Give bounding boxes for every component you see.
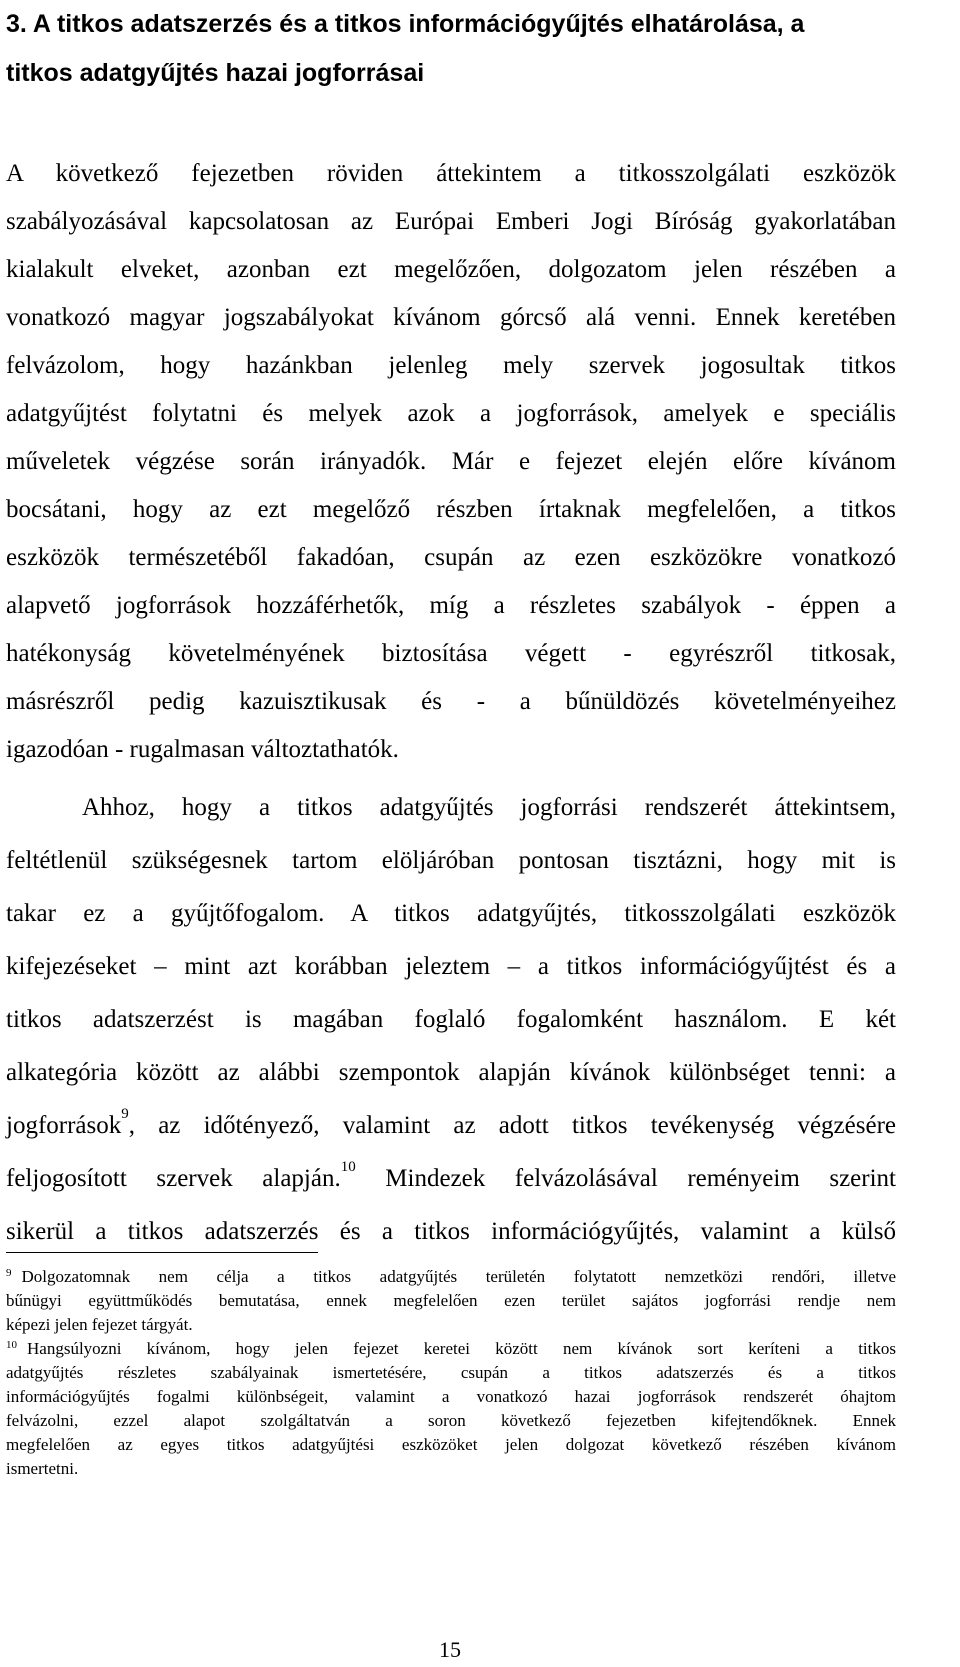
footnote-10-line: információgyűjtés fogalmi különbségeit, valamint a vonatkozó hazai jogforrások rendszerét óhajtom (6, 1387, 896, 1406)
footnote-number-10: 10 (6, 1339, 17, 1351)
footnote-separator (6, 1252, 318, 1253)
text-segment: Mindezek felvázolásával reményeim szerint (355, 1165, 896, 1192)
text-line: vonatkozó magyar jogszabályokat kívánom górcső alá venni. Ennek keretében (6, 304, 896, 331)
text-line-with-footnote-ref (6, 1152, 896, 1205)
footnote-number-9: 9 (6, 1267, 12, 1279)
footnote-text: Dolgozatomnak nem célja a titkos adatgyűjtés területén folytatott nemzetközi rendőri, illetve (21, 1267, 896, 1286)
paragraph-1 (6, 150, 896, 774)
footnotes (6, 1265, 896, 1481)
text-line: adatgyűjtést folytatni és melyek azok a jogforrások, amelyek e speciális (6, 400, 896, 427)
text-line: alkategória között az alábbi szempontok alapján kívánok különbséget tenni: a (6, 1059, 896, 1086)
footnote-9-line: képezi jelen fejezet tárgyát. (6, 1315, 193, 1334)
text-line: A következő fejezetben röviden áttekintem a titkosszolgálati eszközök (6, 160, 896, 187)
text-line: feltétlenül szükségesnek tartom elöljáróban pontosan tisztázni, hogy mit is (6, 847, 896, 874)
text-line: másrészről pedig kazuisztikusak és - a bűnüldözés követelményeihez (6, 688, 896, 715)
footnote-9-line (6, 1265, 896, 1289)
paragraph-2 (6, 781, 896, 1258)
text-line: eszközök természetéből fakadóan, csupán az ezen eszközökre vonatkozó (6, 544, 896, 571)
footnote-9-line: bűnügyi együttműködés bemutatása, ennek megfelelően ezen terület sajátos jogforrási rendje nem (6, 1291, 896, 1310)
text-line: takar ez a gyűjtőfogalom. A titkos adatgyűjtés, titkosszolgálati eszközök (6, 900, 896, 927)
text-segment: feljogosított szervek alapján. (6, 1165, 341, 1192)
footnote-10-line: felvázolni, ezzel alapot szolgáltatván a soron következő fejezetben kifejtendőknek. Ennek (6, 1411, 896, 1430)
text-line: felvázolom, hogy hazánkban jelenleg mely szervek jogosultak titkos (6, 352, 896, 379)
text-line: műveletek végzése során irányadók. Már e fejezet elején előre kívánom (6, 448, 896, 475)
page-number: 15 (439, 1637, 461, 1662)
footnote-ref-9[interactable]: 9 (121, 1106, 129, 1122)
text-line: Ahhoz, hogy a titkos adatgyűjtés jogforrási rendszerét áttekintsem, (82, 794, 896, 821)
footnote-10-line: ismertetni. (6, 1459, 79, 1478)
text-line: titkos adatszerzést is magában foglaló fogalomként használom. E két (6, 1006, 896, 1033)
section-heading (6, 0, 906, 98)
text-line: kialakult elveket, azonban ezt megelőzően, dolgozatom jelen részében a (6, 256, 896, 283)
text-line: sikerül a titkos adatszerzés és a titkos információgyűjtés, valamint a külső (6, 1218, 896, 1245)
footnote-10-line (6, 1337, 896, 1361)
footnote-10-line: megfelelően az egyes titkos adatgyűjtési eszközöket jelen dolgozat következő részében kívánom (6, 1435, 896, 1454)
text-line: szabályozásával kapcsolatosan az Európai Emberi Jogi Bíróság gyakorlatában (6, 208, 896, 235)
text-line: igazodóan - rugalmasan változtathatók. (6, 736, 399, 763)
text-line: kifejezéseket – mint azt korábban jeleztem – a titkos információgyűjtést és a (6, 953, 896, 980)
heading-line: titkos adatgyűjtés hazai jogforrásai (6, 59, 425, 87)
footnote-ref-10[interactable]: 10 (340, 1159, 356, 1175)
text-line: alapvető jogforrások hozzáférhetők, míg a részletes szabályok - éppen a (6, 592, 896, 619)
text-line: bocsátani, hogy az ezt megelőző részben írtaknak megfelelően, a titkos (6, 496, 896, 523)
footnote-text: Hangsúlyozni kívánom, hogy jelen fejezet keretei között nem kívánok sort keríteni a titkos (27, 1339, 896, 1358)
text-line-with-footnote-ref (6, 1099, 896, 1152)
heading-line: 3. A titkos adatszerzés és a titkos információgyűjtés elhatárolása, a (6, 10, 805, 38)
text-segment: , az időtényező, valamint az adott titkos tevékenység végzésére (128, 1112, 896, 1139)
text-line: hatékonyság követelményének biztosítása végett - egyrészről titkosak, (6, 640, 896, 667)
footnote-10-line: adatgyűjtés részletes szabályainak ismertetésére, csupán a titkos adatszerzés és a titkos (6, 1363, 896, 1382)
text-segment: jogforrások (6, 1112, 122, 1139)
